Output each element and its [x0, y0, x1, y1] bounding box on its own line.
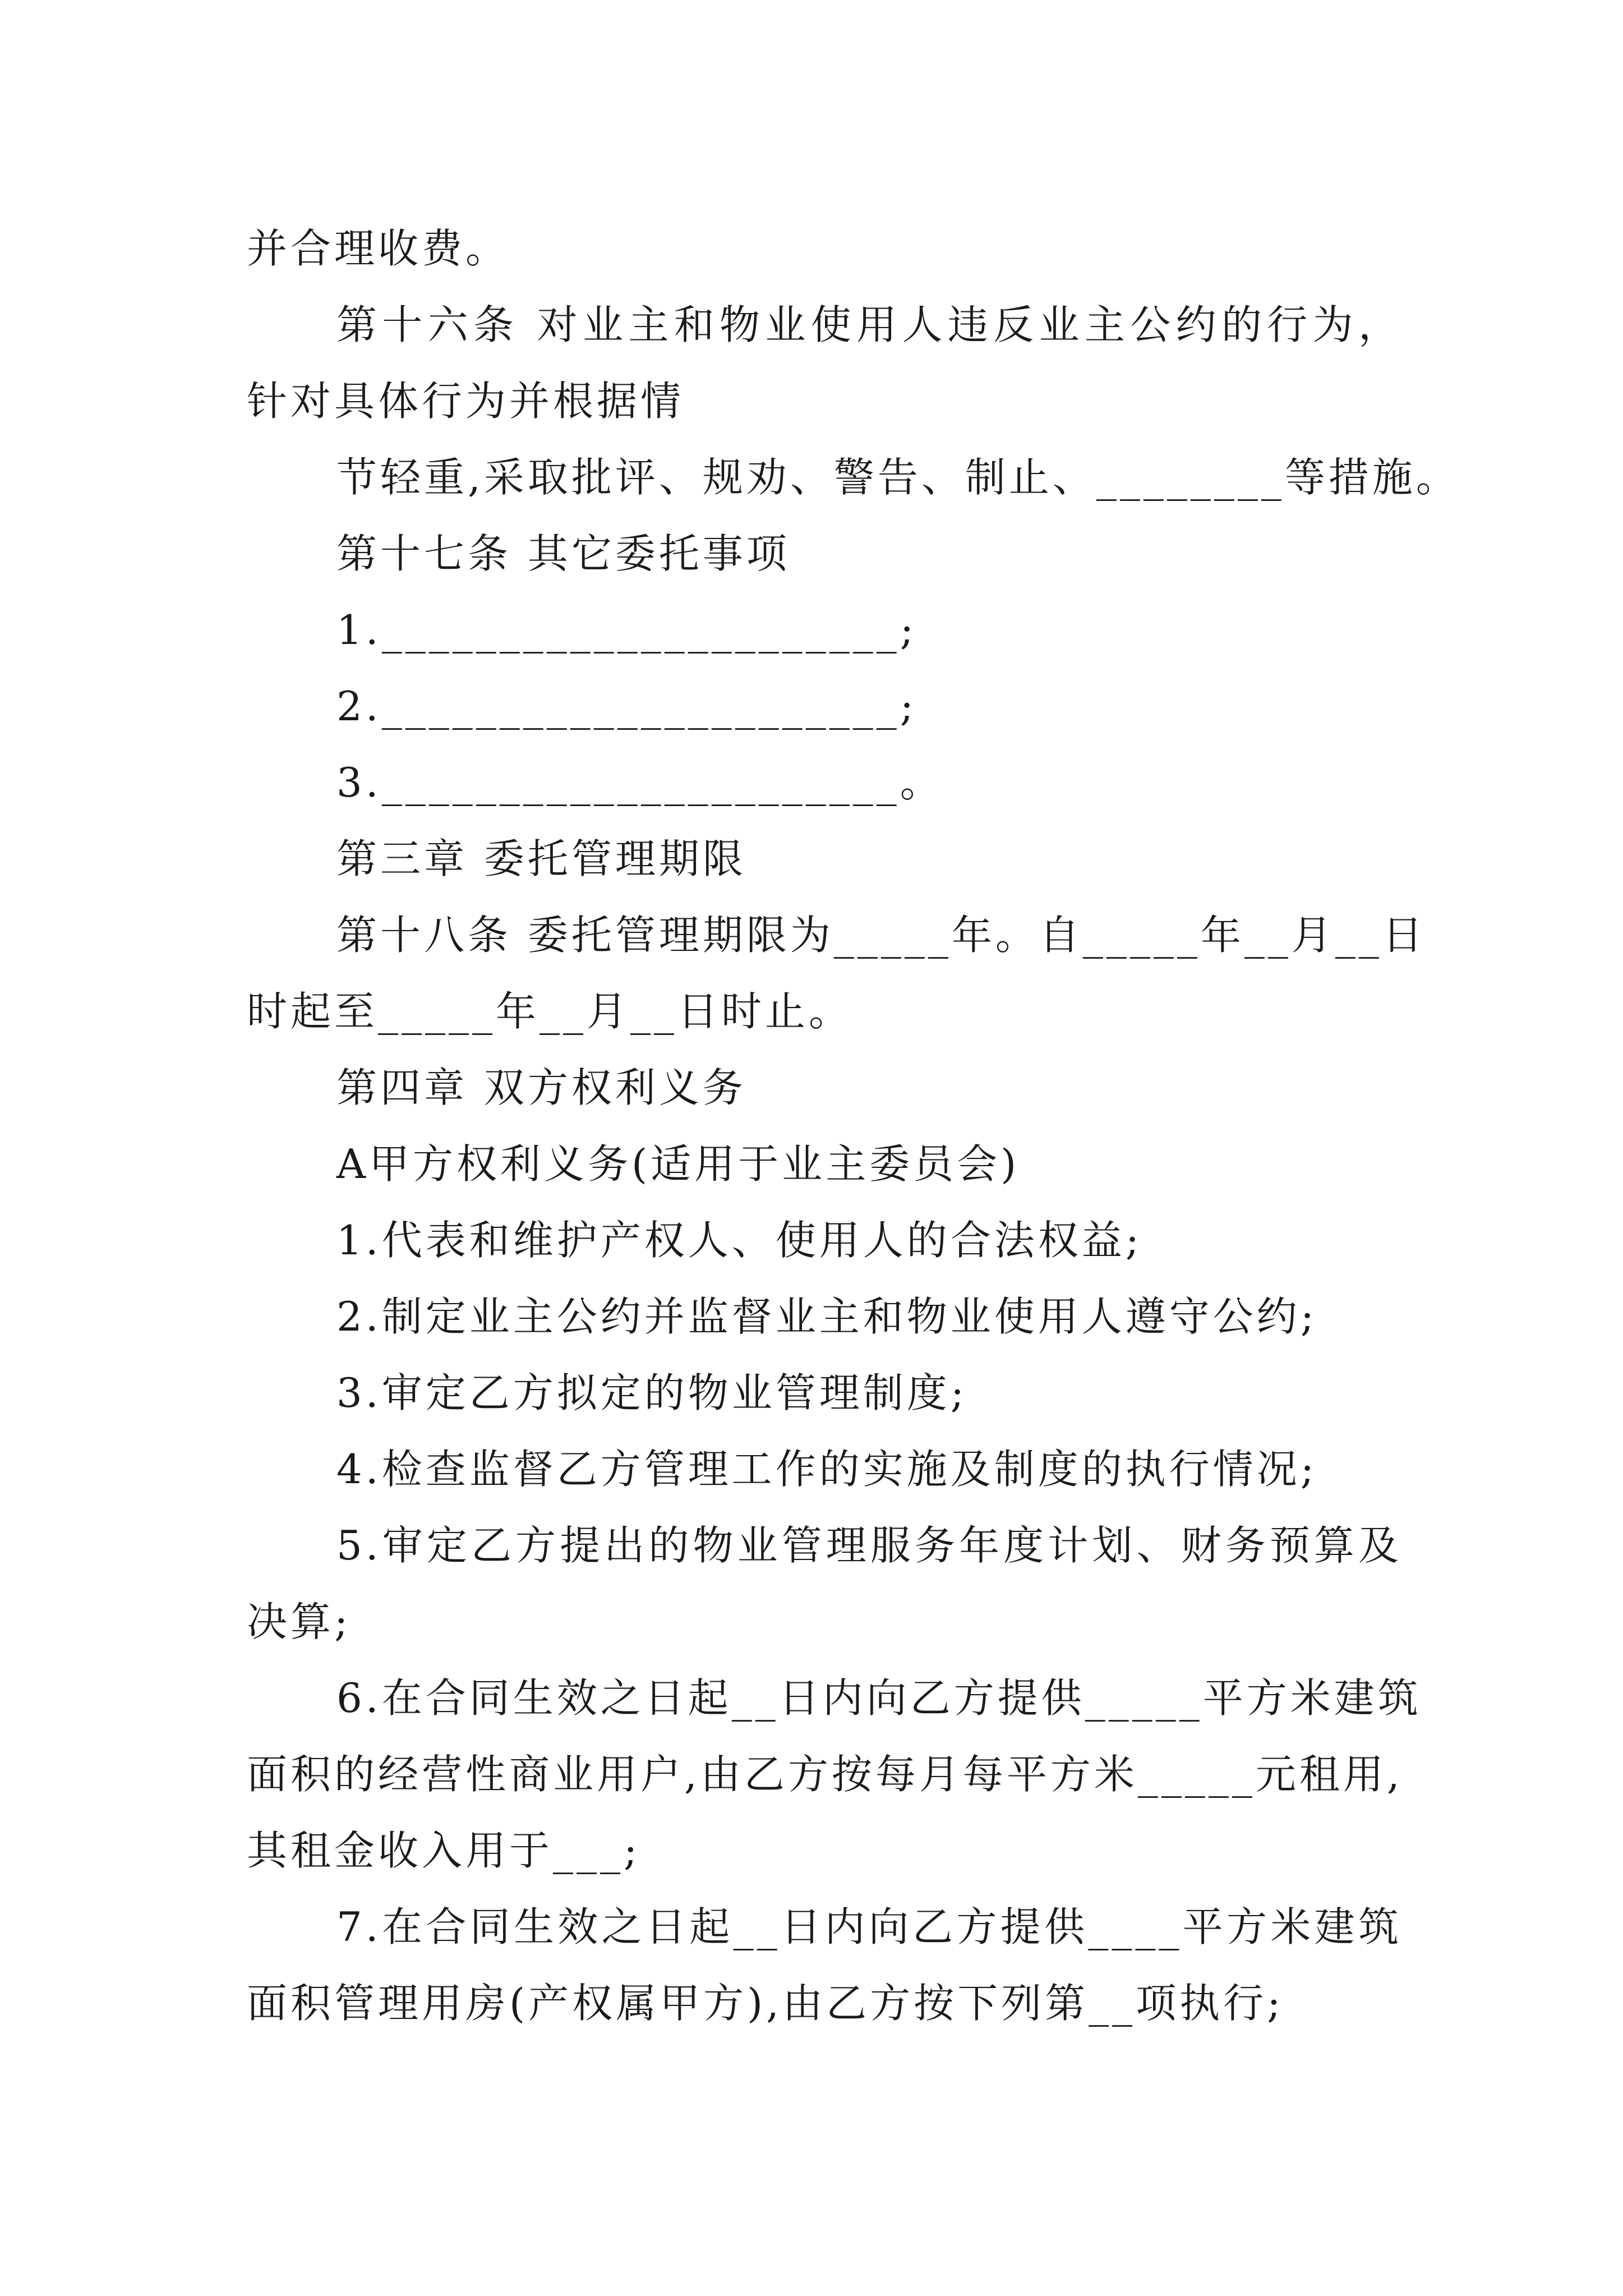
paragraph-line: 针对具体行为并根据情 [247, 378, 685, 425]
section-a-heading: A甲方权利义务(适用于业主委员会) [336, 1140, 1020, 1188]
list-item-7: 7.在合同生效之日起__日内向乙方提供____平方米建筑 [336, 1903, 1402, 1950]
list-item-5: 5.审定乙方提出的物业管理服务年度计划、财务预算及 [336, 1522, 1402, 1569]
article-16-heading-line: 第十六条 对业主和物业使用人违反业主公约的行为， [336, 301, 1402, 348]
list-item-3: 3.审定乙方拟定的物业管理制度; [336, 1369, 967, 1416]
list-item-blank-1: 1.______________________; [336, 606, 917, 654]
list-item-2: 2.制定业主公约并监督业主和物业使用人遵守公约; [336, 1293, 1317, 1340]
paragraph-line: 面积管理用房(产权属甲方),由乙方按下列第__项执行; [247, 1980, 1284, 2027]
paragraph-line: 并合理收费。 [247, 225, 510, 272]
paragraph-line: 节轻重,采取批评、规劝、警告、制止、________等措施。 [336, 454, 1460, 501]
list-item-6: 6.在合同生效之日起__日内向乙方提供_____平方米建筑 [336, 1674, 1422, 1722]
chapter-3-heading: 第三章 委托管理期限 [336, 835, 746, 882]
chapter-4-heading: 第四章 双方权利义务 [336, 1064, 746, 1111]
paragraph-line: 面积的经营性商业用户,由乙方按每月每平方米_____元租用, [247, 1751, 1403, 1798]
list-item-blank-2: 2.______________________; [336, 683, 917, 730]
list-item-1: 1.代表和维护产权人、使用人的合法权益; [336, 1217, 1142, 1264]
list-item-4: 4.检查监督乙方管理工作的实施及制度的执行情况; [336, 1446, 1317, 1493]
paragraph-line: 决算; [247, 1598, 352, 1645]
list-item-blank-3: 3.______________________。 [336, 759, 944, 806]
paragraph-line: 其租金收入用于___; [247, 1827, 641, 1874]
article-18-line: 第十八条 委托管理期限为_____年。自_____年__月__日 [336, 912, 1426, 959]
article-17-heading: 第十七条 其它委托事项 [336, 530, 790, 577]
paragraph-line: 时起至_____年__月__日时止。 [247, 988, 853, 1035]
document-body [247, 210, 1460, 2041]
